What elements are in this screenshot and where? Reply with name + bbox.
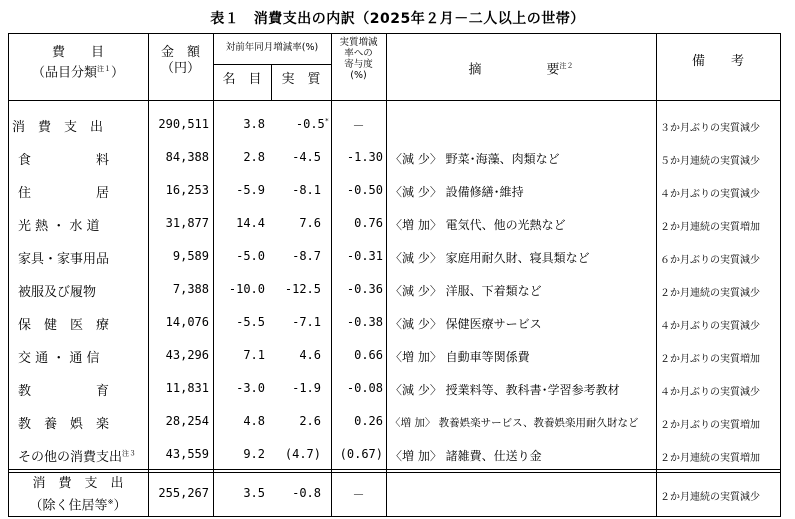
row-remark: ２か月連続の実質増加 xyxy=(660,453,760,464)
table-title: 表１ 消費支出の内訳（2025年２月－二人以上の世帯） xyxy=(210,11,585,27)
row-remark: ４か月ぶりの実質減少 xyxy=(660,189,760,200)
row-item xyxy=(18,182,144,201)
rule-footer-2 xyxy=(8,472,781,473)
row-real-value: -8.1 xyxy=(292,183,321,197)
rule-bottom xyxy=(8,516,781,517)
expenditure-table xyxy=(8,33,781,517)
row-item-note: 注３ xyxy=(122,449,137,458)
row-nominal: -5.9 xyxy=(236,183,265,197)
rule-summary-remark xyxy=(656,33,657,517)
row-nominal: -5.5 xyxy=(236,315,265,329)
footer-nominal: 3.5 xyxy=(243,486,265,500)
row-amount: 290,511 xyxy=(158,117,209,131)
row-remark: ５か月連続の実質減少 xyxy=(660,156,760,167)
row-item xyxy=(18,149,144,168)
row-real-value: -8.7 xyxy=(292,249,321,263)
row-item-label: その他の消費支出 xyxy=(18,450,123,465)
row-summary: 〈増 加〉 教養娯楽サービス、教養娯楽用耐久財など xyxy=(390,417,639,429)
row-item-label: 住 居 xyxy=(18,186,110,201)
rule-header-bottom xyxy=(8,100,781,101)
row-real xyxy=(271,117,329,131)
row-amount: 11,831 xyxy=(165,381,209,395)
header-rate-group: 対前年同月増減率(%) xyxy=(225,42,319,53)
row-real xyxy=(271,282,321,296)
row-contribution: 0.26 xyxy=(354,414,383,428)
row-item xyxy=(18,281,144,300)
rule-rate-contrib xyxy=(331,33,332,517)
row-item-label: 光 熱 ・ 水 道 xyxy=(18,219,100,234)
row-nominal: 9.2 xyxy=(243,447,265,461)
row-contribution: (0.67) xyxy=(339,447,383,461)
header-amount: 金 額 （円） xyxy=(160,45,200,76)
rule-rate-group xyxy=(213,64,331,65)
row-amount: 43,559 xyxy=(165,447,209,461)
row-nominal: 14.4 xyxy=(236,216,265,230)
row-real-value: 7.6 xyxy=(299,216,321,230)
row-remark: ４か月ぶりの実質減少 xyxy=(660,321,760,332)
footer-real: -0.8 xyxy=(292,486,321,500)
row-real xyxy=(271,216,321,230)
row-real xyxy=(271,249,321,263)
row-summary: 〈減 少〉 授業料等、教科書･学習参考教材 xyxy=(390,383,620,397)
row-real-value: -7.1 xyxy=(292,315,321,329)
row-nominal: 3.8 xyxy=(243,117,265,131)
row-contribution: 0.66 xyxy=(354,348,383,362)
row-nominal: -10.0 xyxy=(228,282,265,296)
row-real-value: 4.6 xyxy=(299,348,321,362)
row-remark: ２か月連続の実質増加 xyxy=(660,222,760,233)
row-item xyxy=(18,248,144,267)
row-amount: 43,296 xyxy=(165,348,209,362)
row-real-value: 2.6 xyxy=(299,414,321,428)
row-contribution: -0.31 xyxy=(346,249,383,263)
row-remark: ４か月ぶりの実質減少 xyxy=(660,387,760,398)
row-item xyxy=(18,314,144,333)
row-nominal: -5.0 xyxy=(236,249,265,263)
row-item-label: 被服及び履物 xyxy=(18,285,97,300)
footer-item: 消 費 支 出 （除く住居等※） xyxy=(29,476,127,514)
row-contribution: -0.38 xyxy=(346,315,383,329)
footer-remark: ２か月連続の実質減少 xyxy=(660,492,760,503)
row-contribution: -0.36 xyxy=(346,282,383,296)
rule-amount-rate xyxy=(213,33,214,517)
row-summary: 〈増 加〉 自動車等関係費 xyxy=(390,350,530,364)
row-remark: ２か月ぶりの実質増加 xyxy=(660,420,760,431)
rule-right xyxy=(780,33,781,517)
row-amount: 9,589 xyxy=(172,249,209,263)
rule-contrib-summary xyxy=(386,33,387,517)
row-amount: 84,388 xyxy=(165,150,209,164)
row-remark: ２か月ぶりの実質増加 xyxy=(660,354,760,365)
row-real xyxy=(271,381,321,395)
row-item xyxy=(18,380,144,399)
row-real-value: -0.5 xyxy=(295,117,325,131)
row-item-label: 食 料 xyxy=(18,153,110,168)
row-real xyxy=(271,414,321,428)
row-amount: 14,076 xyxy=(165,315,209,329)
footer-contribution: － xyxy=(352,488,365,502)
row-real xyxy=(271,348,321,362)
row-item-label: 教 育 xyxy=(18,384,110,399)
row-real xyxy=(271,447,321,461)
row-item-label: 教 養 娯 楽 xyxy=(18,417,110,432)
row-item-label: 消 費 支 出 xyxy=(12,120,104,135)
header-summary: 摘 要$^{注2}$ xyxy=(468,62,574,78)
row-real-mark: * xyxy=(324,117,329,125)
header-contribution: 実質増減 率への 寄与度 (%) xyxy=(339,37,378,81)
header-remarks: 備 考 xyxy=(691,54,744,69)
row-remark: ６か月ぶりの実質減少 xyxy=(660,255,760,266)
rule-left xyxy=(8,33,9,517)
row-amount: 28,254 xyxy=(165,414,209,428)
row-amount: 31,877 xyxy=(165,216,209,230)
row-remark: ３か月ぶりの実質減少 xyxy=(660,123,760,134)
row-real-value: -1.9 xyxy=(292,381,321,395)
rule-item-amount xyxy=(148,33,149,517)
rule-top xyxy=(8,33,781,34)
footer-amount: 255,267 xyxy=(158,486,209,500)
row-summary: 〈減 少〉 設備修繕･維持 xyxy=(390,185,524,199)
row-nominal: 7.1 xyxy=(243,348,265,362)
row-real-value: -12.5 xyxy=(284,282,321,296)
row-nominal: 4.8 xyxy=(243,414,265,428)
header-real: 実 質 xyxy=(281,72,321,87)
row-contribution: -0.50 xyxy=(346,183,383,197)
row-remark: ２か月連続の実質減少 xyxy=(660,288,760,299)
row-summary: 〈増 加〉 諸雑費、仕送り金 xyxy=(390,449,542,463)
rule-footer-1 xyxy=(8,469,781,470)
row-item xyxy=(12,116,144,135)
row-contribution: 0.76 xyxy=(354,216,383,230)
row-item xyxy=(18,446,144,465)
row-summary: 〈増 加〉 電気代、他の光熱など xyxy=(390,218,566,232)
row-summary: 〈減 少〉 保健医療サービス xyxy=(390,317,542,331)
row-nominal: 2.8 xyxy=(243,150,265,164)
row-amount: 16,253 xyxy=(165,183,209,197)
row-real xyxy=(271,183,321,197)
row-real xyxy=(271,150,321,164)
row-item-label: 交 通 ・ 通 信 xyxy=(18,351,100,366)
row-item-label: 家具・家事用品 xyxy=(18,252,110,267)
row-contribution: -0.08 xyxy=(346,381,383,395)
row-contribution: -1.30 xyxy=(346,150,383,164)
row-contribution: － xyxy=(352,119,365,133)
row-real-value: (4.7) xyxy=(284,447,321,461)
row-summary: 〈減 少〉 家庭用耐久財、寝具類など xyxy=(390,251,590,265)
row-real xyxy=(271,315,321,329)
row-item-label: 保 健 医 療 xyxy=(18,318,110,333)
row-summary: 〈減 少〉 野菜･海藻、肉類など xyxy=(390,152,560,166)
header-nominal: 名 目 xyxy=(222,72,262,87)
row-summary: 〈減 少〉 洋服、下着類など xyxy=(390,284,542,298)
row-amount: 7,388 xyxy=(172,282,209,296)
row-nominal: -3.0 xyxy=(236,381,265,395)
row-real-value: -4.5 xyxy=(292,150,321,164)
header-item: 費 目 （品目分類$^{注1}$） xyxy=(31,45,125,81)
row-item xyxy=(18,347,144,366)
row-item xyxy=(18,413,144,432)
row-item xyxy=(18,215,144,234)
